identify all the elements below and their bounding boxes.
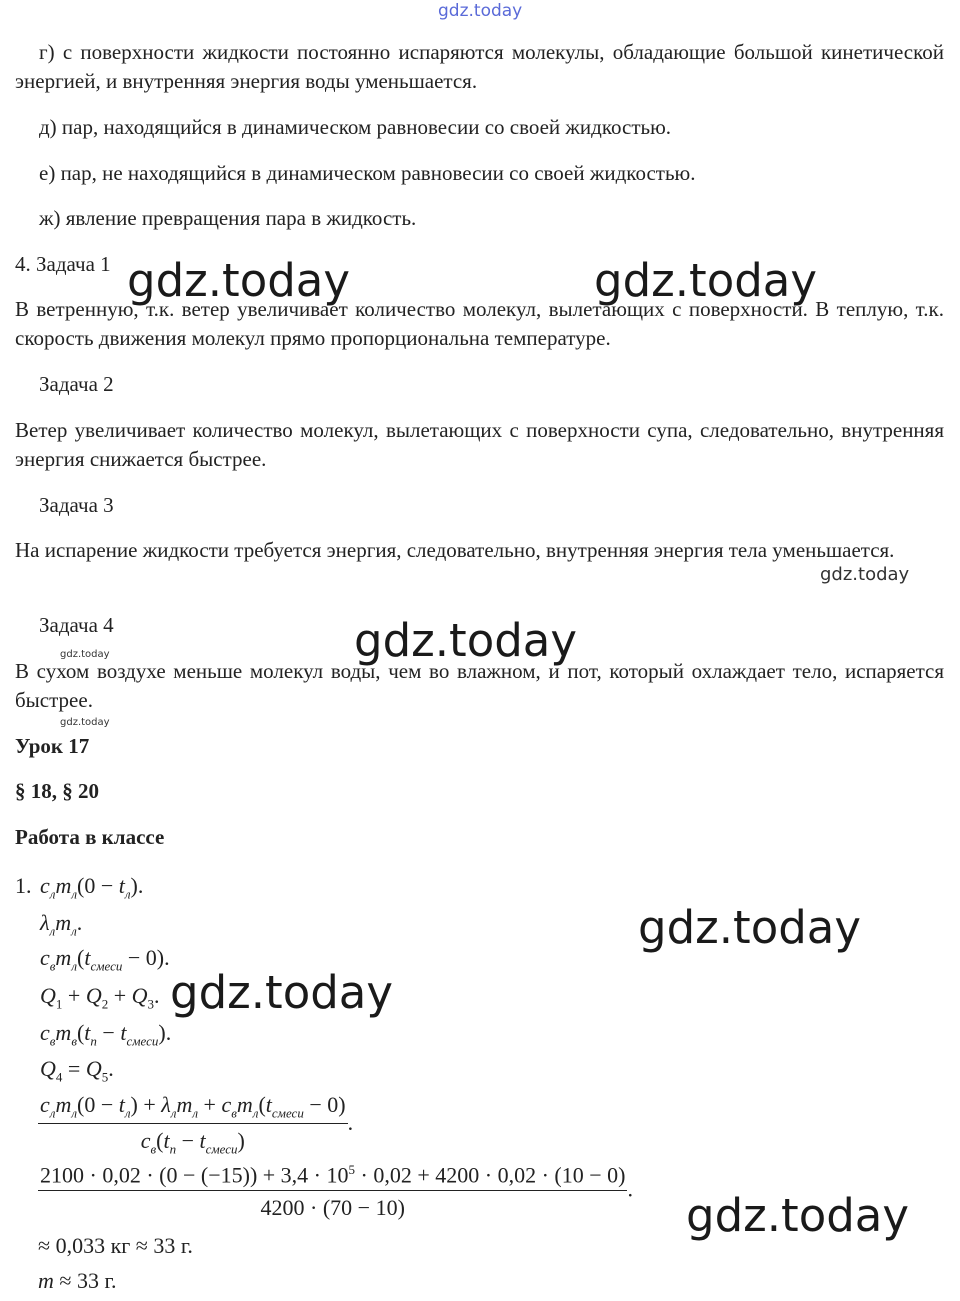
watermark-big-2: gdz.today xyxy=(594,254,818,307)
formula-q2: $\lambda_лm_л$. xyxy=(40,910,83,939)
classwork-title: Работа в классе xyxy=(15,825,165,849)
task3-heading: Задача 3 xyxy=(39,493,114,517)
task4-text: В сухом воздухе меньше молекул воды, чем во влажном, и пот, который охлаждает тело, испаряется быстрее. xyxy=(15,659,944,712)
paragraph-d: д) пар, находящийся в динамическом равновесии со своей жидкостью. xyxy=(39,115,672,139)
item-number: 1. xyxy=(15,873,32,898)
formula-balance: $Q_4 = Q_5$. xyxy=(40,1056,114,1085)
task1-heading: 4. Задача 1 xyxy=(15,252,111,276)
formula-q3: $c_вm_л(t_{смеси} - 0)$. xyxy=(40,945,170,974)
formula-sum: $Q_1 + Q_2 + Q_3$. xyxy=(40,983,160,1012)
formula-mass-fraction: $\frac{c_лm_л(0 - t_л) + \lambda_лm_л + c_вm_л(t_{смеси} - 0)}{c_в(t_п - t_{смеси})}$ . xyxy=(40,1092,354,1157)
formula-q5: $c_вm_в(t_п - t_{смеси})$. xyxy=(40,1020,172,1049)
watermark-big-3: gdz.today xyxy=(354,614,578,667)
paragraph-g: г) с поверхности жидкости постоянно испаряются молекулы, обладающие большой кинетической энергией, и внутренняя энергия воды уменьшается. xyxy=(15,40,944,93)
approx-result: ≈ 0,033 кг ≈ 33 г. xyxy=(38,1233,193,1258)
sections-title: § 18, § 20 xyxy=(15,779,99,803)
watermark-big-1: gdz.today xyxy=(127,254,351,307)
task2-text: Ветер увеличивает количество молекул, вылетающих с поверхности супа, следовательно, внутренняя энергия снижается быстрее. xyxy=(15,418,944,471)
task1-text: В ветренную, т.к. ветер увеличивает количество молекул, вылетающих с поверхности. В теплую, т.к. скорость движения молекул прямо пропорциональна температуре. xyxy=(15,297,944,350)
watermark-big-6: gdz.today xyxy=(686,1189,910,1242)
watermark-big-5: gdz.today xyxy=(170,966,394,1019)
watermark-big-4: gdz.today xyxy=(638,901,862,954)
watermark-mid: gdz.today xyxy=(820,564,910,585)
task2-heading: Задача 2 xyxy=(39,372,114,396)
formula-numeric-fraction: $2100 \cdot 0,02 \cdot (0 - (-15)) + 3,4 \cdot 10^5 \cdot 0,02 + 4200 \cdot 0,02 \cdot (10 - 0)$ 4200 · (70 − 10) . xyxy=(40,1162,633,1221)
watermark-top: gdz.today xyxy=(438,1,523,21)
task4-heading: Задача 4 xyxy=(39,613,114,637)
lesson-title: Урок 17 xyxy=(15,734,90,758)
watermark-small-1: gdz.today xyxy=(60,649,110,660)
final-answer: m ≈ 33 г. xyxy=(38,1268,117,1293)
paragraph-zh: ж) явление превращения пара в жидкость. xyxy=(39,206,417,230)
task3-text: На испарение жидкости требуется энергия, следовательно, внутренняя энергия тела уменьшается. xyxy=(15,538,895,562)
watermark-small-2: gdz.today xyxy=(60,717,110,728)
paragraph-e: е) пар, не находящийся в динамическом равновесии со своей жидкостью. xyxy=(39,161,696,185)
formula-q1: $c_лm_л(0 - t_л)$. xyxy=(40,873,144,902)
